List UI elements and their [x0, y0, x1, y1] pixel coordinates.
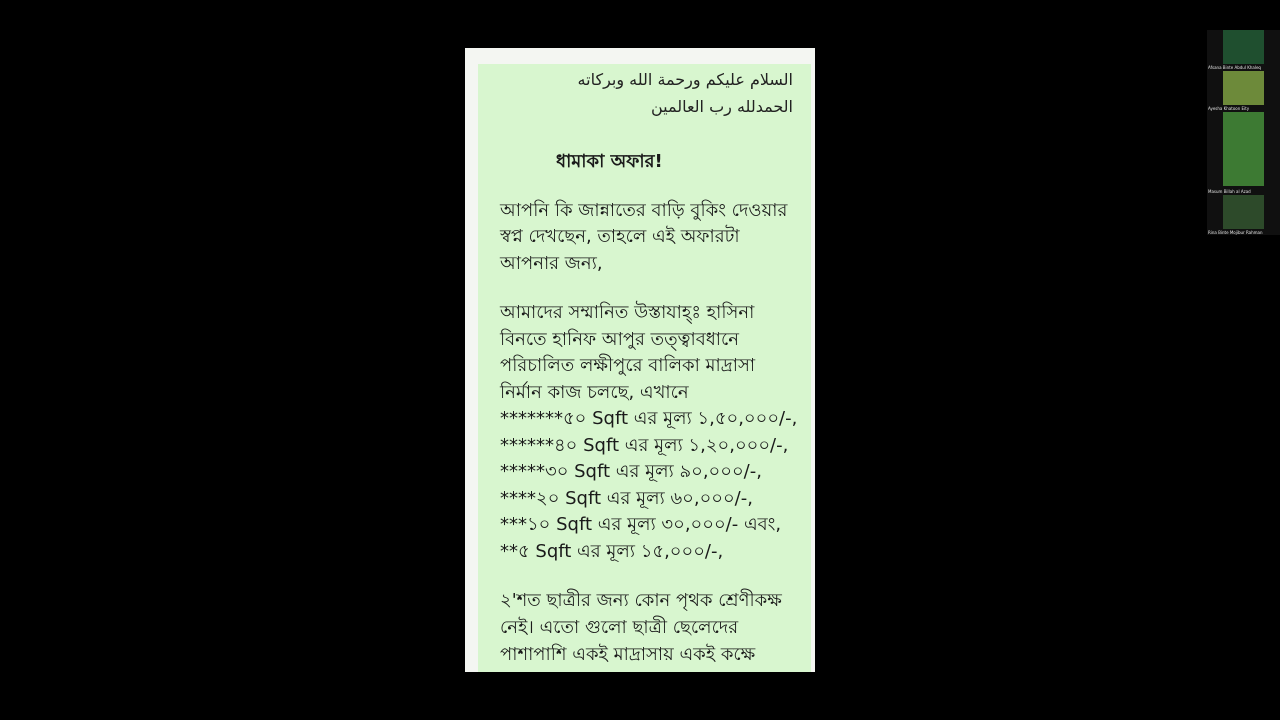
- participant-tile[interactable]: [1207, 195, 1280, 235]
- participant-name: Ayesha Khatoon Eity: [1208, 106, 1250, 111]
- participant-thumbnail: [1223, 30, 1264, 64]
- price-line: ******৪০ Sqft এর মূল্য ১,২০,০০০/-,: [500, 435, 789, 456]
- message-line: বিনতে হানিফ আপুর তত্ত্বাবধানে: [500, 329, 739, 350]
- message-line: পরিচালিত লক্ষীপুরে বালিকা মাদ্রাসা: [500, 355, 756, 376]
- price-line: *****৩০ Sqft এর মূল্য ৯০,০০০/-,: [500, 461, 762, 482]
- participant-thumbnail: [1223, 71, 1264, 105]
- participant-name: Afsana Binte Abdul Khaleq: [1208, 65, 1261, 70]
- message-line: আপনার জন্য,: [500, 253, 603, 274]
- price-line: **৫ Sqft এর মূল্য ১৫,০০০/-,: [500, 541, 724, 562]
- participant-tile[interactable]: [1207, 71, 1280, 111]
- message-bubble: [478, 64, 811, 672]
- message-line: আমাদের সম্মানিত উস্তাযাহ্ঃ হাসিনা: [500, 302, 755, 323]
- offer-headline: ধামাকা অফার!: [556, 151, 663, 172]
- greeting-line-1: السلام عليكم ورحمة الله وبركاته: [577, 70, 793, 89]
- message-line: পাশাপাশি একই মাদ্রাসায় একই কক্ষে: [500, 644, 756, 665]
- message-line: নির্মান কাজ চলছে, এখানে: [500, 382, 689, 403]
- message-line: স্বপ্ন দেখছেন, তাহলে এই অফারটা: [500, 226, 740, 247]
- participant-thumbnail: [1223, 195, 1264, 229]
- price-line: *******৫০ Sqft এর মূল্য ১,৫০,০০০/-,: [500, 408, 798, 429]
- participant-strip: [1207, 30, 1280, 235]
- price-line: ***১০ Sqft এর মূল্য ৩০,০০০/- এবং,: [500, 514, 782, 535]
- participant-tile[interactable]: [1207, 112, 1280, 194]
- message-line: আপনি কি জান্নাতের বাড়ি বুকিং দেওয়ার: [500, 200, 788, 221]
- participant-name: Masum Billah al Azad: [1208, 189, 1251, 194]
- participant-tile[interactable]: [1207, 30, 1280, 70]
- shared-screen: [465, 48, 815, 672]
- price-line: ****২০ Sqft এর মূল্য ৬০,০০০/-,: [500, 488, 753, 509]
- participant-thumbnail: [1223, 112, 1264, 186]
- message-line: নেই। এতো গুলো ছাত্রী ছেলেদের: [500, 617, 739, 638]
- message-line: ২'শত ছাত্রীর জন্য কোন পৃথক শ্রেণীকক্ষ: [500, 590, 782, 611]
- greeting-line-2: الحمدلله رب العالمين: [650, 97, 793, 116]
- participant-name: Rina Binte Mojibur Rahman: [1208, 230, 1263, 235]
